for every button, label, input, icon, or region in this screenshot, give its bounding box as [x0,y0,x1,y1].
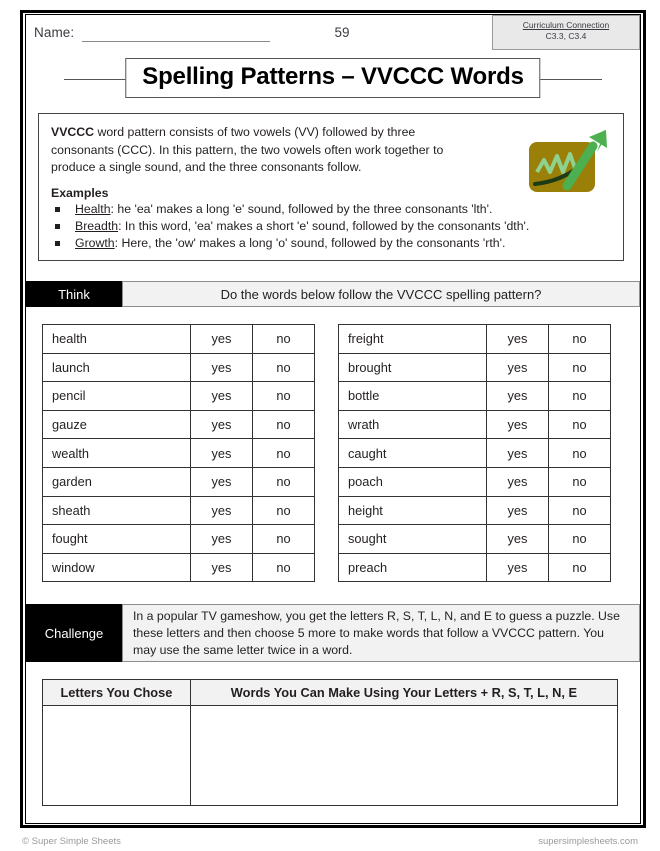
name-label: Name: [34,25,75,40]
page-number: 59 [334,25,350,40]
word-cell: garden [43,467,191,496]
info-box [38,113,624,261]
word-table-left-body [43,325,315,582]
info-paragraph [51,124,481,177]
list-item [51,235,611,252]
yes-option[interactable]: yes [487,496,549,525]
yes-option[interactable]: yes [487,382,549,411]
no-option[interactable]: no [549,467,611,496]
challenge-body [122,604,640,662]
think-label: Think [26,281,122,307]
no-option[interactable]: no [549,553,611,582]
yes-option[interactable]: yes [191,439,253,468]
yes-option[interactable]: yes [487,410,549,439]
table-row [339,382,611,411]
word-cell: sheath [43,496,191,525]
word-cell: freight [339,325,487,354]
think-section-row [26,281,640,307]
name-input-line[interactable] [82,41,270,42]
word-cell: brought [339,353,487,382]
table-row [43,410,315,439]
no-option[interactable]: no [253,410,315,439]
yes-option[interactable]: yes [487,439,549,468]
word-cell: fought [43,525,191,554]
challenge-label: Challenge [26,604,122,662]
word-cell: wrath [339,410,487,439]
page-title-box [125,58,540,98]
word-cell: gauze [43,410,191,439]
footer-copyright: © Super Simple Sheets [22,836,121,847]
info-lead-term: VVCCC [51,125,95,139]
table-row [339,439,611,468]
page-header [26,15,640,57]
list-item [51,218,611,235]
no-option[interactable]: no [253,353,315,382]
table-row [339,353,611,382]
table-row [43,525,315,554]
word-cell: window [43,553,191,582]
yes-option[interactable]: yes [191,325,253,354]
no-option[interactable]: no [549,325,611,354]
yes-option[interactable]: yes [191,410,253,439]
word-cell: wealth [43,439,191,468]
yes-option[interactable]: yes [487,525,549,554]
answer-table-header-row [43,680,618,706]
no-option[interactable]: no [549,525,611,554]
list-item [51,201,611,218]
example-word: Growth [75,235,115,250]
no-option[interactable]: no [253,325,315,354]
yes-option[interactable]: yes [191,525,253,554]
answer-col-letters-header: Letters You Chose [43,680,191,706]
page-title: Spelling Patterns – VVCCC Words [142,63,524,90]
challenge-text: In a popular TV gameshow, you get the letters R, S, T, L, N, and E to guess a puzzle. Use these letters and then choose 5 more to make words that follow a VVCCC pattern. You may use the same letter twice in a word. [133,608,620,657]
examples-list [51,201,611,252]
examples-heading: Examples [51,185,109,200]
table-row [43,353,315,382]
table-row [43,553,315,582]
title-band [26,58,640,102]
example-text: : In this word, 'ea' makes a short 'e' sound, followed by the consonants 'dth'. [118,218,530,233]
table-row [339,325,611,354]
table-row [43,496,315,525]
example-text: : he 'ea' makes a long 'e' sound, followed by the three consonants 'lth'. [110,201,493,216]
word-cell: sought [339,525,487,554]
example-word: Health [75,201,111,216]
table-row [43,467,315,496]
answer-col-words-header: Words You Can Make Using Your Letters + R, S, T, L, N, E [190,680,617,706]
no-option[interactable]: no [549,410,611,439]
answer-table-head [43,680,618,706]
yes-option[interactable]: yes [487,325,549,354]
no-option[interactable]: no [253,553,315,582]
word-table-left [42,324,315,582]
info-paragraph-text: word pattern consists of two vowels (VV) followed by three consonants (CCC). In this pattern, the two vowels often work together to produce a single sound, and the three consonants follow. [51,125,444,174]
table-row [339,410,611,439]
curriculum-connection-title: Curriculum Connection [522,20,610,30]
no-option[interactable]: no [549,496,611,525]
word-table-right-body [339,325,611,582]
no-option[interactable]: no [549,439,611,468]
word-cell: health [43,325,191,354]
yes-option[interactable]: yes [487,353,549,382]
table-row [43,382,315,411]
yes-option[interactable]: yes [191,353,253,382]
example-text: : Here, the 'ow' makes a long 'o' sound, followed by the consonants 'rth'. [114,235,506,250]
table-row [339,467,611,496]
example-word: Breadth [75,218,119,233]
curriculum-connection-box [492,15,640,50]
answer-table [42,679,618,806]
yes-option[interactable]: yes [191,382,253,411]
table-row [43,325,315,354]
word-table-right [338,324,611,582]
bullet-square-icon [55,241,60,246]
no-option[interactable]: no [253,439,315,468]
curriculum-connection-code: C3.3, C3.4 [545,31,587,41]
yes-option[interactable]: yes [487,467,549,496]
answer-table-body [43,706,618,806]
no-option[interactable]: no [253,467,315,496]
bullet-square-icon [55,224,60,229]
bullet-square-icon [55,207,60,212]
table-row [43,706,618,806]
footer-website: supersimplesheets.com [538,836,638,847]
word-cell: pencil [43,382,191,411]
challenge-section-row [26,604,640,662]
answer-letters-cell[interactable] [43,706,191,806]
table-row [339,496,611,525]
no-option[interactable]: no [549,353,611,382]
no-option[interactable]: no [549,382,611,411]
yes-option[interactable]: yes [191,467,253,496]
table-row [43,439,315,468]
no-option[interactable]: no [253,382,315,411]
table-row [339,525,611,554]
growth-chart-arrow-icon [527,128,613,198]
word-cell: poach [339,467,487,496]
word-cell: launch [43,353,191,382]
think-prompt: Do the words below follow the VVCCC spelling pattern? [122,281,640,307]
word-cell: height [339,496,487,525]
word-cell: caught [339,439,487,468]
no-option[interactable]: no [253,496,315,525]
table-row [339,553,611,582]
answer-words-cell[interactable] [190,706,617,806]
yes-option[interactable]: yes [191,553,253,582]
yes-option[interactable]: yes [487,553,549,582]
yes-option[interactable]: yes [191,496,253,525]
no-option[interactable]: no [253,525,315,554]
word-cell: bottle [339,382,487,411]
word-cell: preach [339,553,487,582]
